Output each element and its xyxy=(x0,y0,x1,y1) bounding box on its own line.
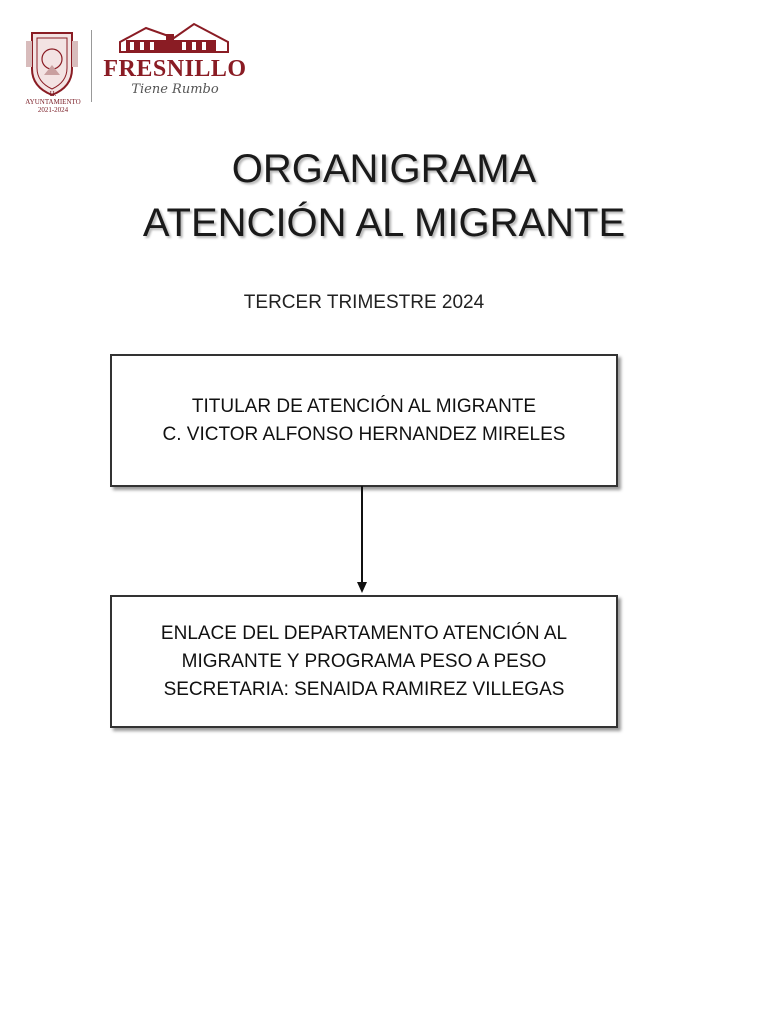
node-label: C. VICTOR ALFONSO HERNANDEZ MIRELES xyxy=(162,423,566,445)
seal-caption xyxy=(22,90,84,114)
org-connector-arrow xyxy=(352,486,372,594)
node-label: TITULAR DE ATENCIÓN AL MIGRANTE xyxy=(191,395,537,417)
title-line: ORGANIGRAMA xyxy=(231,147,537,191)
seal-caption-line: H. AYUNTAMIENTO xyxy=(25,90,81,106)
page-subtitle: TERCER TRIMESTRE 2024 xyxy=(243,292,485,313)
org-node-titular xyxy=(110,354,618,487)
org-node-enlace xyxy=(110,595,618,728)
page-title xyxy=(0,142,768,250)
logo-tagline: Tiene Rumbo xyxy=(131,82,219,97)
seal-caption-line: 2021-2024 xyxy=(37,106,69,114)
title-line: ATENCIÓN AL MIGRANTE xyxy=(142,201,626,245)
logo-divider xyxy=(91,30,92,102)
node-label: SECRETARIA: SENAIDA RAMIREZ VILLEGAS xyxy=(163,678,565,700)
fresnillo-skyline-icon xyxy=(116,22,232,56)
header-logos xyxy=(22,22,262,114)
node-label: ENLACE DEL DEPARTAMENTO ATENCIÓN AL xyxy=(160,622,568,644)
logo-name: FRESNILLO xyxy=(103,56,247,82)
node-label: MIGRANTE Y PROGRAMA PESO A PESO xyxy=(181,650,547,672)
